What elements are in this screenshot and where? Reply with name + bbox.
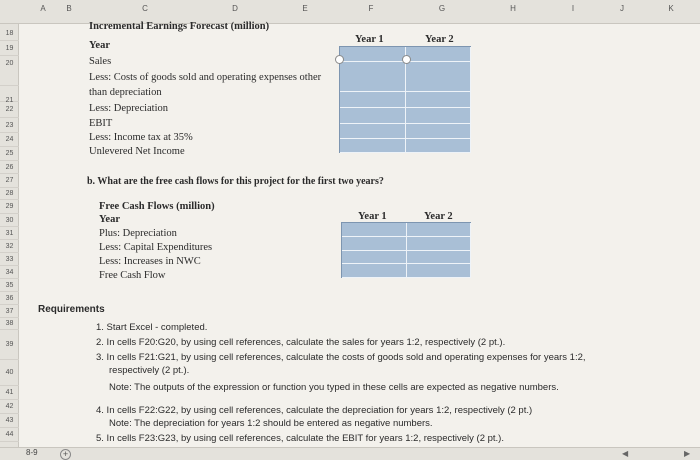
column-header-j[interactable]: J: [620, 4, 624, 13]
fcf-year2-header: Year 2: [424, 211, 453, 222]
row-header[interactable]: 36: [0, 292, 19, 305]
cell-fcf-capex-y1[interactable]: [342, 237, 407, 251]
row-header[interactable]: 33: [0, 253, 19, 266]
row-header[interactable]: 32: [0, 240, 19, 253]
requirement-note: Note: The depreciation for years 1:2 should be entered as negative numbers.: [109, 418, 433, 429]
cell-g25[interactable]: [406, 139, 471, 153]
forecast-line-cogs: Less: Costs of goods sold and operating expenses other: [89, 72, 322, 83]
requirement-item: 3. In cells F21:G21, by using cell references, calculate the costs of goods sold and operating expenses for years 1:2,: [96, 352, 586, 363]
row-header[interactable]: 19: [0, 41, 19, 56]
row-header[interactable]: 44: [0, 428, 19, 442]
cell-g22[interactable]: [406, 92, 471, 108]
cell-fcf-dep-y2[interactable]: [407, 223, 471, 237]
selection-handle-right[interactable]: [402, 55, 411, 64]
row-header[interactable]: 34: [0, 266, 19, 279]
row-header[interactable]: 24: [0, 133, 19, 147]
forecast-year2-header: Year 2: [425, 34, 454, 45]
cell-g23[interactable]: [406, 108, 471, 124]
fcf-line-capex: Less: Capital Expenditures: [99, 242, 213, 253]
sheet-tab-bar: [0, 447, 700, 460]
sheet-tab-8-9[interactable]: 8-9: [26, 448, 38, 457]
fcf-line-depreciation: Plus: Depreciation: [99, 228, 177, 239]
selection-handle-left[interactable]: [335, 55, 344, 64]
row-header[interactable]: 31: [0, 227, 19, 240]
row-header[interactable]: 40: [0, 360, 19, 386]
fcf-input-grid: [341, 222, 471, 278]
forecast-line-sales: Sales: [89, 56, 112, 67]
row-header[interactable]: 42: [0, 400, 19, 414]
row-header[interactable]: 18: [0, 26, 19, 41]
row-header[interactable]: 39: [0, 330, 19, 360]
cell-fcf-dep-y1[interactable]: [342, 223, 407, 237]
row-header[interactable]: 27: [0, 174, 19, 188]
requirement-item: 1. Start Excel - completed.: [96, 322, 208, 333]
row-header[interactable]: 41: [0, 386, 19, 400]
fcf-line-free-cash-flow: Free Cash Flow: [99, 270, 166, 281]
row-header[interactable]: 21: [0, 86, 19, 102]
cell-f21[interactable]: [340, 62, 406, 92]
column-header-b[interactable]: B: [66, 4, 72, 13]
cell-g20[interactable]: [406, 47, 471, 62]
requirement-item: 4. In cells F22:G22, by using cell references, calculate the depreciation for years 1:2, respectively (2 pt.): [96, 405, 533, 416]
row-header[interactable]: 43: [0, 414, 19, 428]
row-header[interactable]: 37: [0, 305, 19, 318]
cell-fcf-capex-y2[interactable]: [407, 237, 471, 251]
scroll-right-icon[interactable]: ▶: [684, 449, 691, 458]
fcf-title: Free Cash Flows (million): [99, 201, 215, 212]
requirement-note: Note: The outputs of the expression or function you typed in these cells are expected as negative numbers.: [109, 382, 559, 393]
requirement-item: 5. In cells F23:G23, by using cell references, calculate the EBIT for years 1:2, respectively (2 pt.).: [96, 433, 504, 444]
row-header[interactable]: 35: [0, 279, 19, 292]
cell-f25[interactable]: [340, 139, 406, 153]
row-header[interactable]: 26: [0, 161, 19, 174]
cell-fcf-nwc-y2[interactable]: [407, 251, 471, 264]
requirements-heading: Requirements: [38, 304, 105, 315]
cell-fcf-total-y1[interactable]: [342, 264, 407, 278]
cell-f24[interactable]: [340, 124, 406, 139]
forecast-line-depreciation: Less: Depreciation: [89, 103, 169, 114]
row-header[interactable]: 25: [0, 147, 19, 161]
column-header-c[interactable]: C: [142, 4, 148, 13]
cell-f22[interactable]: [340, 92, 406, 108]
row-header[interactable]: 29: [0, 200, 19, 214]
row-header[interactable]: 23: [0, 118, 19, 133]
forecast-line-net-income: Unlevered Net Income: [89, 146, 185, 157]
cell-f23[interactable]: [340, 108, 406, 124]
add-sheet-icon[interactable]: +: [60, 449, 71, 460]
column-header-a[interactable]: A: [40, 4, 46, 13]
forecast-line-cogs-cont: than depreciation: [89, 87, 162, 98]
column-header-f[interactable]: F: [368, 4, 374, 13]
row-header[interactable]: 28: [0, 188, 19, 200]
column-header-d[interactable]: D: [232, 4, 238, 13]
column-header-h[interactable]: H: [510, 4, 516, 13]
row-header-bar: [0, 24, 19, 460]
requirement-item: respectively (2 pt.).: [109, 365, 190, 376]
fcf-year-label: Year: [99, 214, 120, 225]
requirement-item: 2. In cells F20:G20, by using cell references, calculate the sales for years 1:2, respectively (2 pt.).: [96, 337, 506, 348]
forecast-line-tax: Less: Income tax at 35%: [89, 132, 193, 143]
forecast-year1-header: Year 1: [355, 34, 384, 45]
question-b: b. What are the free cash flows for this project for the first two years?: [87, 176, 384, 187]
row-header[interactable]: 38: [0, 318, 19, 330]
row-header[interactable]: 22: [0, 102, 19, 118]
fcf-line-nwc: Less: Increases in NWC: [99, 256, 201, 267]
cell-fcf-nwc-y1[interactable]: [342, 251, 407, 264]
column-header-e[interactable]: E: [302, 4, 308, 13]
row-header[interactable]: 20: [0, 56, 19, 86]
forecast-title: Incremental Earnings Forecast (million): [89, 21, 270, 32]
forecast-line-ebit: EBIT: [89, 118, 113, 129]
cell-fcf-total-y2[interactable]: [407, 264, 471, 278]
column-header-i[interactable]: I: [571, 4, 575, 13]
cell-g24[interactable]: [406, 124, 471, 139]
row-header[interactable]: 30: [0, 214, 19, 227]
cell-f20[interactable]: [340, 47, 406, 62]
cell-g21[interactable]: [406, 62, 471, 92]
forecast-year-label: Year: [89, 40, 110, 51]
column-header-k[interactable]: K: [668, 4, 674, 13]
fcf-year1-header: Year 1: [358, 211, 387, 222]
column-header-g[interactable]: G: [438, 4, 446, 13]
scroll-left-icon[interactable]: ◀: [622, 449, 629, 458]
